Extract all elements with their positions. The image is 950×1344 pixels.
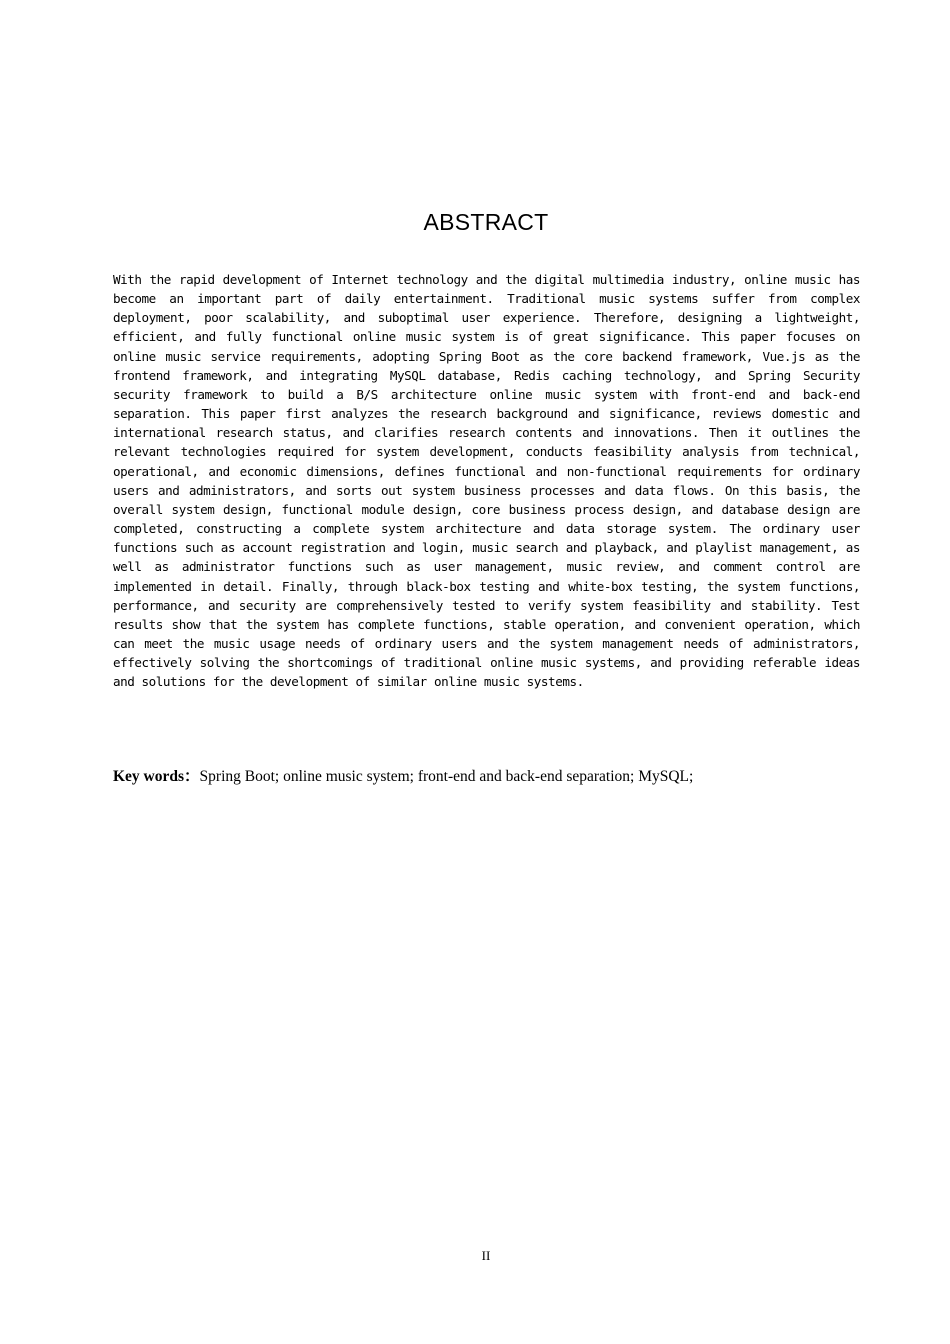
- keywords-line: [113, 767, 860, 787]
- page-number: II: [481, 1248, 491, 1263]
- abstract-title: ABSTRACT: [423, 209, 549, 235]
- abstract-body: With the rapid development of Internet technology and the digital multimedia industry, online music has become an important part of daily entertainment. Traditional music systems suffer from complex deployment, poor scalability, and suboptimal user experience. Therefore, designing a lightweight, efficient, and fully functional online music system is of great significance. This paper focuses on online music service requirements, adopting Spring Boot as the core backend framework, Vue.js as the frontend framework, and integrating MySQL database, Redis caching technology, and Spring Security security framework to build a B/S architecture online music system with front-end and back-end separation. This paper first analyzes the research background and significance, reviews domestic and international research status, and clarifies research contents and innovations. Then it outlines the relevant technologies required for system development, conducts feasibility analysis from technical, operational, and economic dimensions, defines functional and non-functional requirements for ordinary users and administrators, and sorts out system business processes and data flows. On this basis, the overall system design, functional module design, core business process design, and database design are completed, constructing a complete system architecture and data storage system. The ordinary user functions such as account registration and login, music search and playback, and playlist management, as well as administrator functions such as user management, music review, and comment control are implemented in detail. Finally, through black-box testing and white-box testing, the system functions, performance, and security are comprehensively tested to verify system feasibility and stability. Test results show that the system has complete functions, stable operation, and convenient operation, which can meet the music usage needs of ordinary users and the system management needs of administrators, effectively solving the shortcomings of traditional online music systems, and providing referable ideas and solutions for the development of similar online music systems.: [113, 272, 860, 690]
- keywords-label: Key words：: [113, 768, 200, 785]
- keywords-text: Spring Boot; online music system; front-end and back-end separation; MySQL;: [199, 768, 694, 785]
